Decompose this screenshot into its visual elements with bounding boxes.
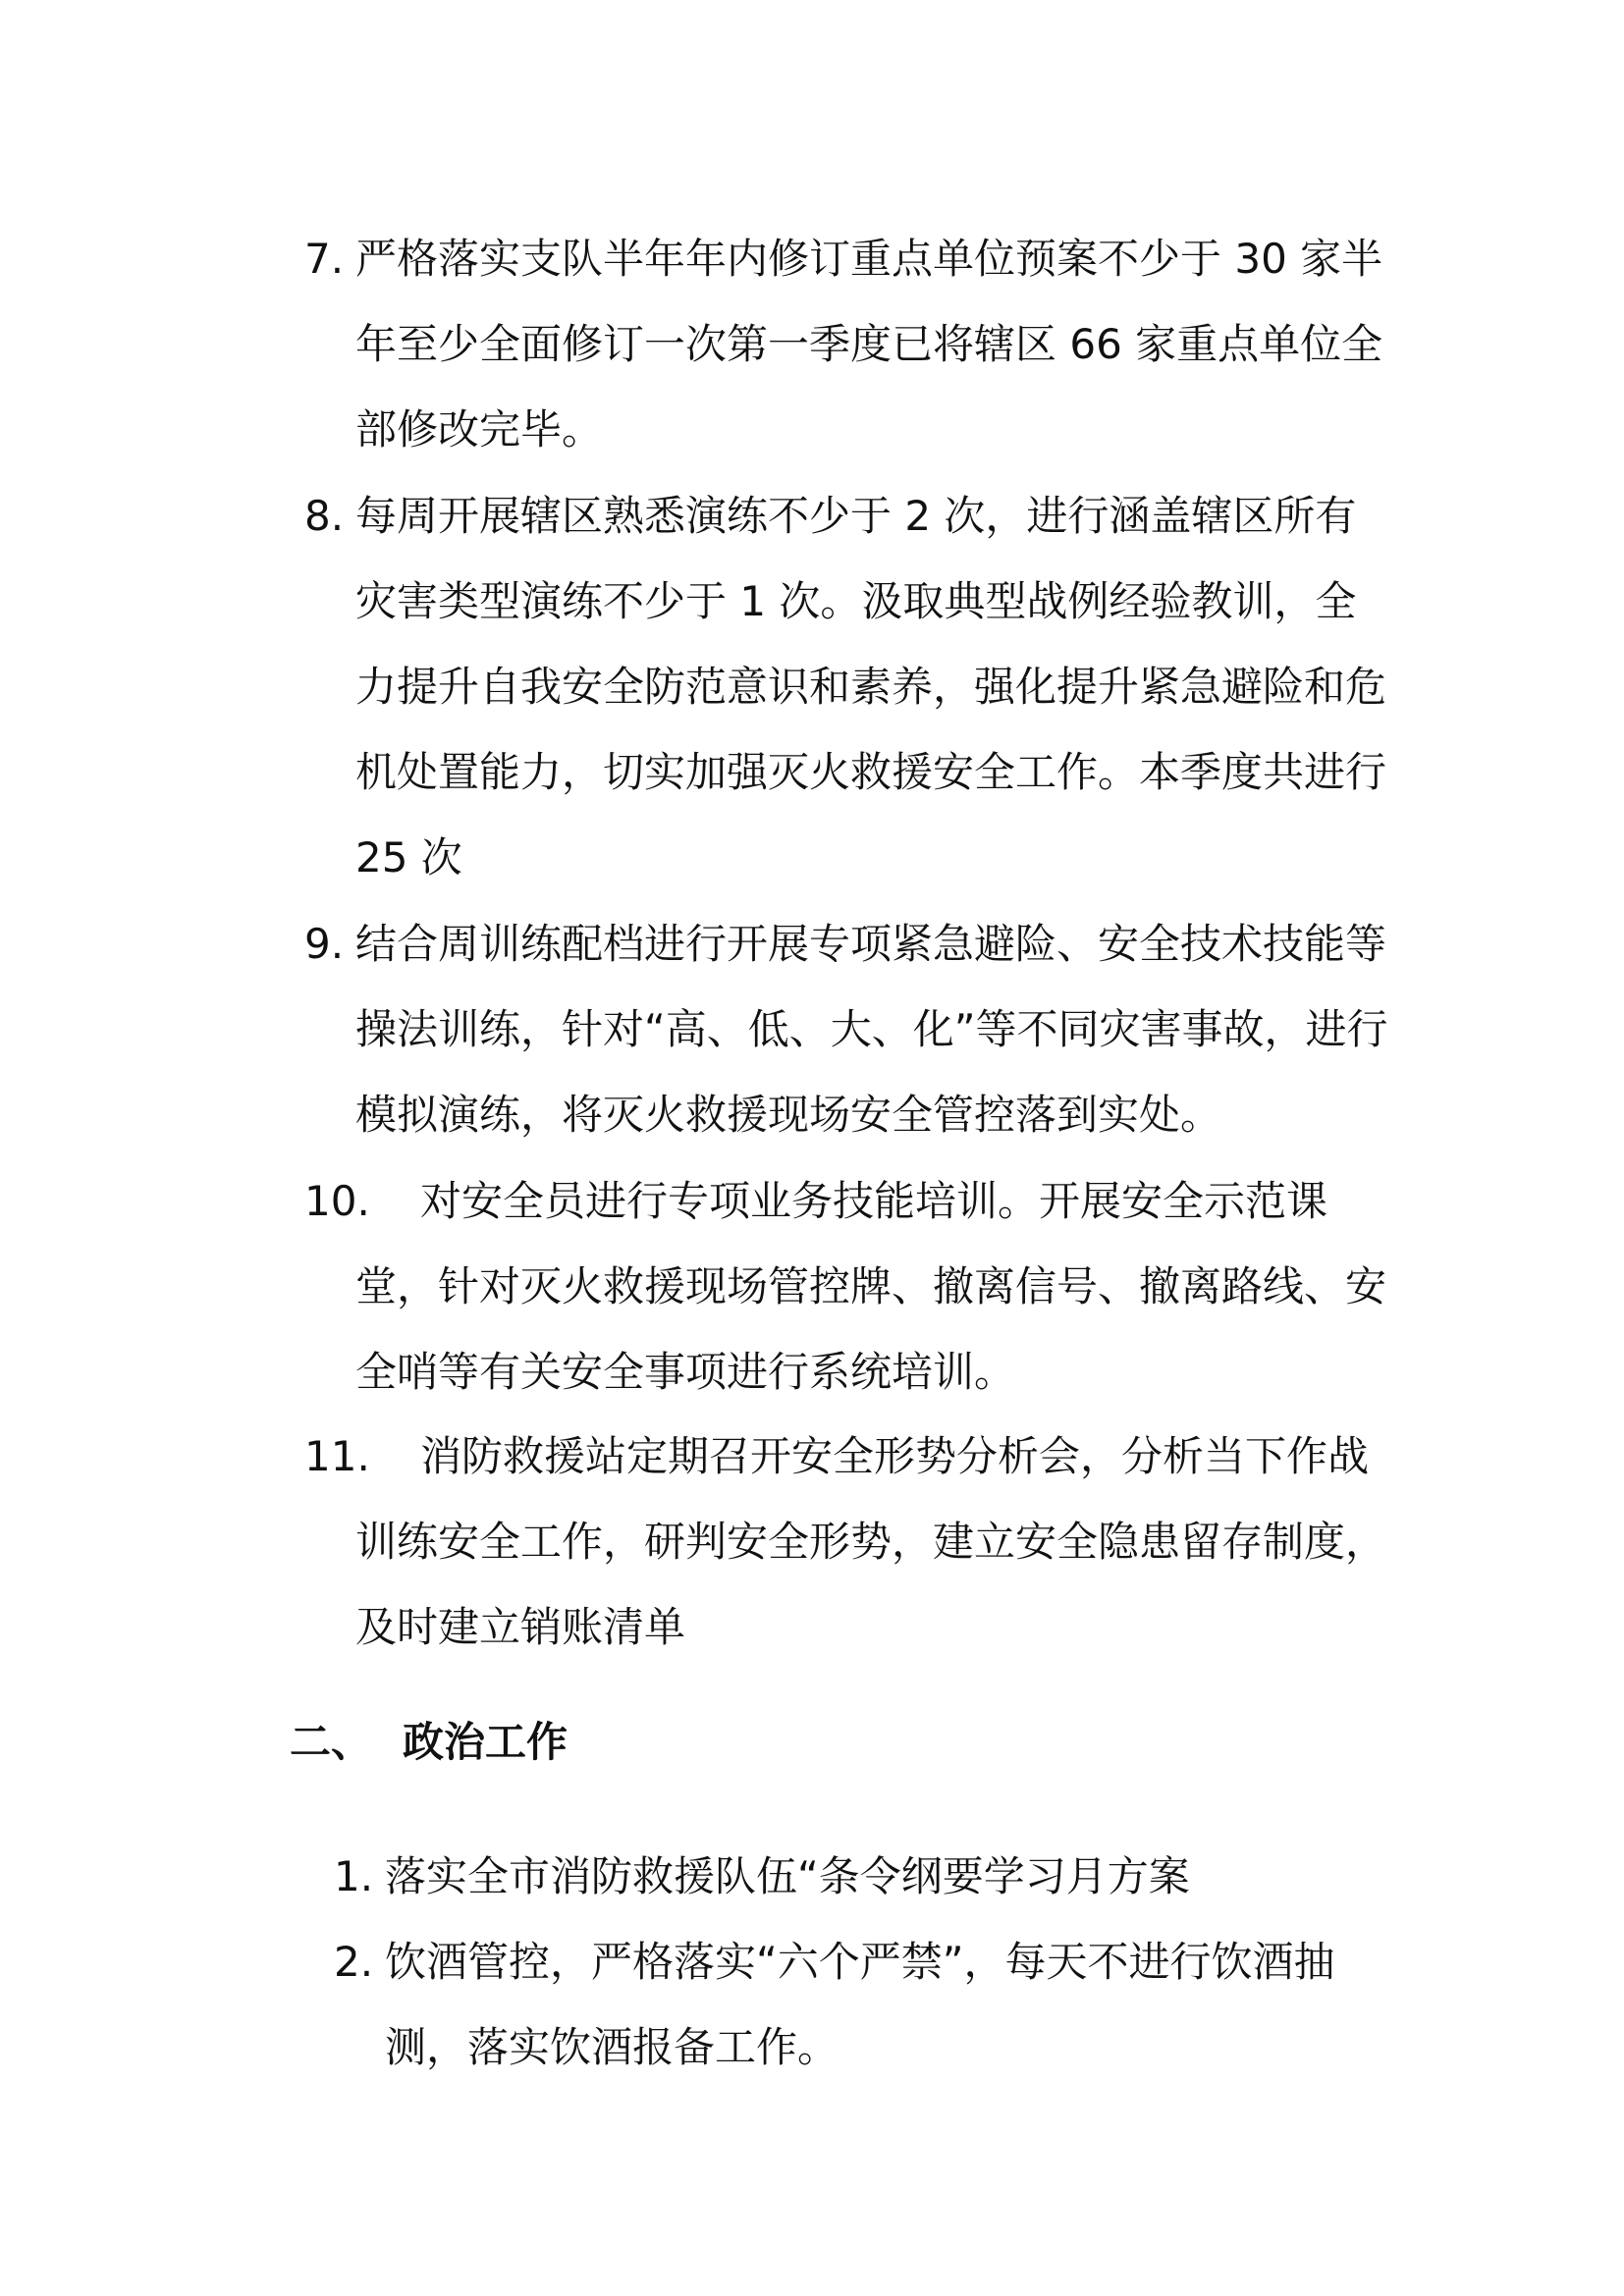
list-item-7	[304, 216, 1394, 472]
list-item-text: 对安全员进行专项业务技能培训。开展安全示范课堂，针对灭火救援现场管控牌、撤离信号、撤离路线、安全哨等有关安全事项进行系统培训。	[355, 1177, 1387, 1396]
section-number: 二、	[290, 1718, 373, 1766]
list-item-11	[304, 1414, 1394, 1670]
list-item-text: 落实全市消防救援队伍“条令纲要学习月方案	[385, 1852, 1190, 1900]
list-number: 2.	[334, 1938, 374, 1986]
list-item-text: 严格落实支队半年年内修订重点单位预案不少于 30 家半年至少全面修订一次第一季度已将辖区 66 家重点单位全部修改完毕。	[355, 235, 1383, 454]
list-number: 11.	[304, 1432, 370, 1480]
list-number: 7.	[304, 235, 345, 283]
list-item-8	[304, 473, 1394, 900]
list-item-2	[334, 1919, 1404, 2090]
section-title: 政治工作	[403, 1718, 568, 1766]
list-number: 1.	[334, 1852, 374, 1900]
list-item-text: 结合周训练配档进行开展专项紧急避险、安全技术技能等操法训练，针对“高、低、大、化”等不同灾害事故，进行模拟演练，将灭火救援现场安全管控落到实处。	[355, 920, 1388, 1139]
list-number: 8.	[304, 492, 345, 540]
list-item-10	[304, 1158, 1394, 1415]
list-number: 10.	[304, 1177, 370, 1225]
list-item-text: 消防救援站定期召开安全形势分析会，分析当下作战训练安全工作，研判安全形势，建立安全隐患留存制度，及时建立销账清单	[355, 1432, 1387, 1651]
list-item-9	[304, 901, 1394, 1157]
list-item-text: 每周开展辖区熟悉演练不少于 2 次，进行涵盖辖区所有灾害类型演练不少于 1 次。汲取典型战例经验教训，全力提升自我安全防范意识和素养，强化提升紧急避险和危机处置能力，切实加强灭火救援安全工作。本季度共进行 25 次	[355, 492, 1387, 881]
list-item-1	[334, 1834, 1404, 1919]
list-item-text: 饮酒管控，严格落实“六个严禁”，每天不进行饮酒抽测，落实饮酒报备工作。	[385, 1938, 1335, 2071]
section-2-heading	[290, 1713, 568, 1772]
list-number: 9.	[304, 920, 345, 968]
